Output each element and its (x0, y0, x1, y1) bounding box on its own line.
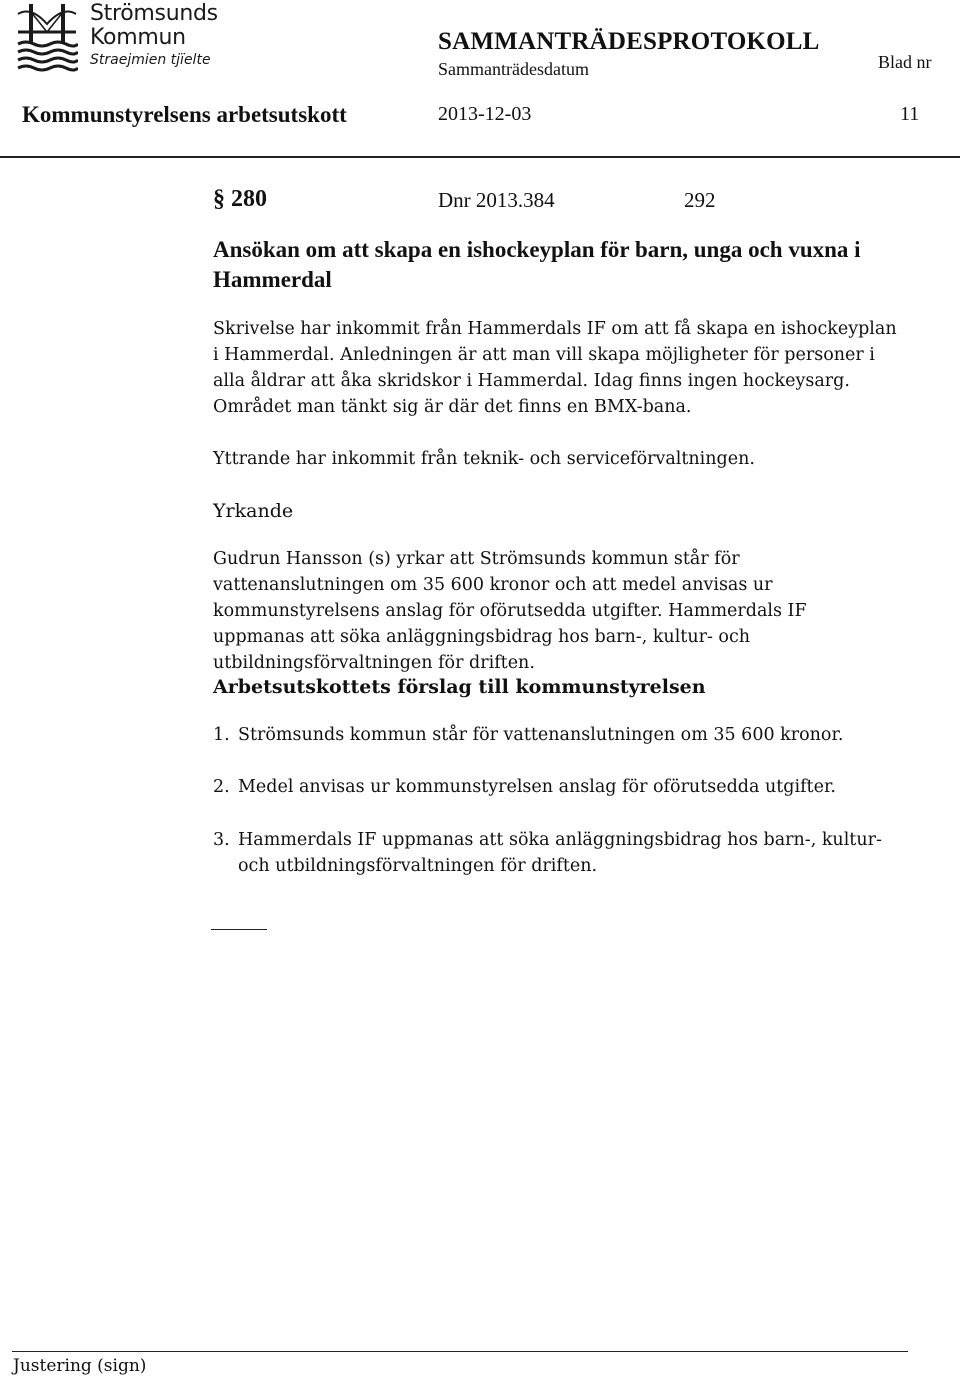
paragraph-number-value: 280 (231, 186, 267, 212)
end-of-section-divider (211, 929, 267, 930)
page-number: 11 (900, 103, 920, 125)
signature-line (12, 1351, 908, 1352)
proposal-item (213, 827, 903, 879)
proposal-item-text: Hammerdals IF uppmanas att söka anläggningsbidrag hos barn-, kultur- och utbildningsförvaltningen för driften. (238, 830, 882, 876)
proposal-item-number: 1. (213, 725, 230, 745)
proposal-heading: Arbetsutskottets förslag till kommunstyrelsen (213, 676, 706, 698)
case-title: Ansökan om att skapa en ishockeyplan för barn, unga och vuxna i Hammerdal (213, 237, 861, 292)
proposal-item (213, 774, 903, 800)
proposal-item-text: Strömsunds kommun står för vattenanslutningen om 35 600 kronor. (238, 725, 844, 745)
header-divider (0, 156, 960, 158)
signature-label: Justering (sign) (13, 1356, 147, 1376)
meeting-date-label: Sammanträdesdatum (438, 59, 589, 79)
proposal-item-text: Medel anvisas ur kommunstyrelsen anslag för oförutsedda utgifter. (238, 777, 836, 797)
logo-text (90, 2, 218, 70)
proposal-item-number: 3. (213, 830, 230, 850)
statement-text: Yttrande har inkommit från teknik- och serviceförvaltningen. (213, 449, 755, 469)
logo-name-line2: Kommun (90, 25, 186, 50)
yrkande-heading: Yrkande (213, 500, 294, 522)
diary-number: Dnr 2013.384 (438, 188, 555, 212)
proposal-item (213, 722, 903, 748)
page-number-label: Blad nr (878, 52, 932, 72)
municipality-logo (16, 2, 226, 76)
document-title: SAMMANTRÄDESPROTOKOLL (438, 28, 820, 55)
logo-name-sami: Straejmien tjïelte (90, 52, 211, 68)
case-number: 292 (684, 188, 716, 212)
paragraph-number (213, 186, 267, 213)
logo-name-line1: Strömsunds (90, 1, 218, 26)
meeting-date: 2013-12-03 (438, 103, 532, 125)
yrkande-text: Gudrun Hansson (s) yrkar att Strömsunds kommun står för vattenanslutningen om 35 600 kronor och att medel anvisas ur kommunstyrelsens anslag för oförutsedda utgifter. Hammerdals IF uppmanas att söka anläggningsbidrag hos barn-, kultur- och utbildningsförvaltningen för driften. (213, 549, 807, 673)
bridge-water-emblem-icon (16, 2, 78, 72)
proposal-item-number: 2. (213, 777, 230, 797)
organization-name: Kommunstyrelsens arbetsutskott (22, 102, 347, 127)
case-description: Skrivelse har inkommit från Hammerdals IF om att få skapa en ishockeyplan i Hammerdal. Anledningen är att man vill skapa möjligheter för personer i alla åldrar att åka skridskor i Hammerdal. Idag finns ingen hockeysarg. Området man tänkt sig är där det finns en BMX-bana. (213, 319, 897, 417)
section-symbol: § (213, 186, 225, 212)
